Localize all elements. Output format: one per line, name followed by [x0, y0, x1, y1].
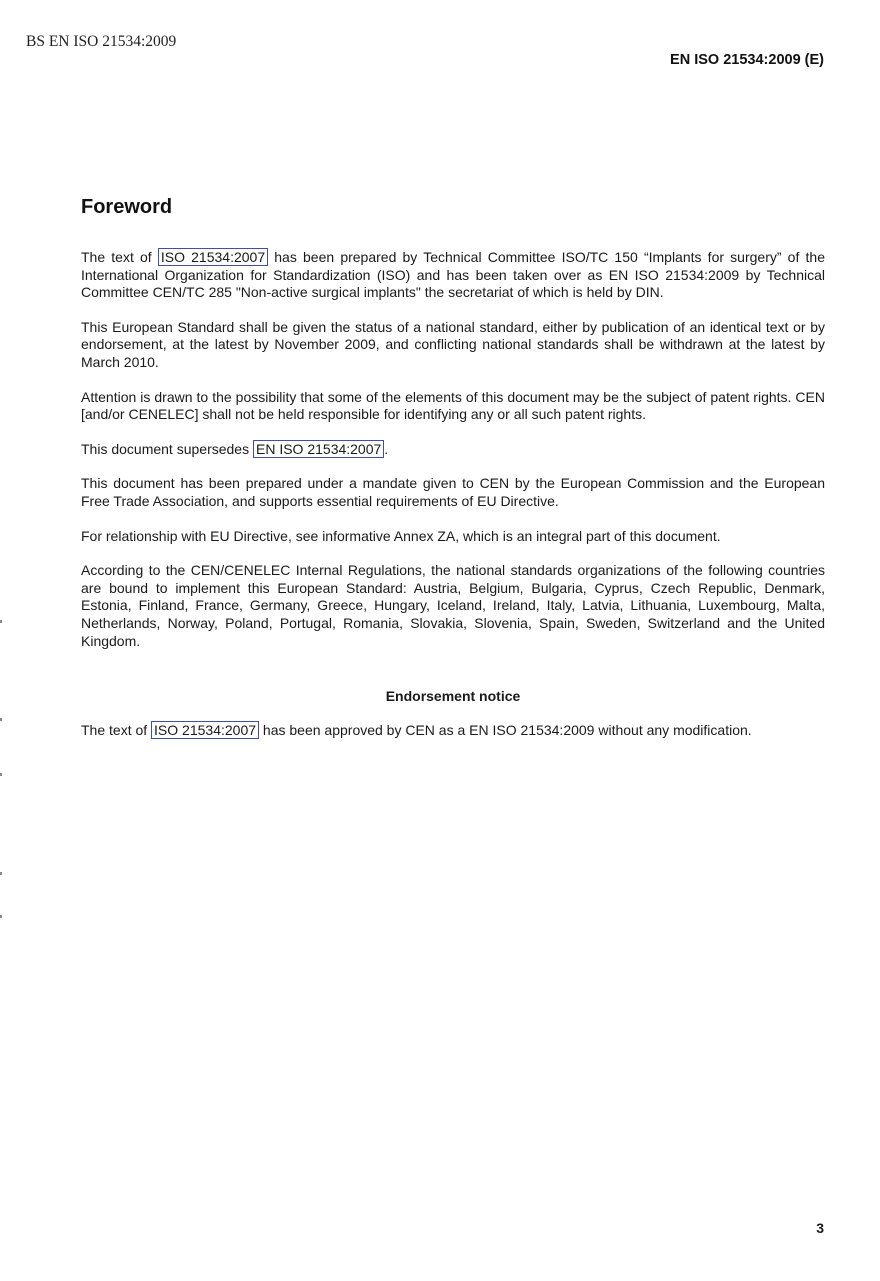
endorsement-paragraph: [81, 722, 825, 740]
scan-edge-mark: [0, 620, 2, 623]
en-iso-21534-2007-link[interactable]: EN ISO 21534:2007: [253, 440, 384, 458]
scan-edge-mark: [0, 915, 2, 918]
page-number: 3: [816, 1220, 824, 1236]
foreword-paragraph-1: [81, 249, 825, 302]
foreword-paragraph-7: According to the CEN/CENELEC Internal Regulations, the national standards organizations of the following countries are bound to implement this European Standard: Austria, Belgium, Bulgaria, Cyprus, Czech Republic, Denmark, Estonia, Finland, France, Germany, Greece, Hungary, Iceland, Ireland, Italy, Latvia, Lithuania, Luxembourg, Malta, Netherlands, Norway, Poland, Portugal, Romania, Slovakia, Slovenia, Spain, Sweden, Switzerland and the United Kingdom.: [81, 562, 825, 649]
foreword-paragraph-6: For relationship with EU Directive, see informative Annex ZA, which is an integral part of this document.: [81, 527, 721, 544]
foreword-paragraph-2: This European Standard shall be given the status of a national standard, either by publication of an identical text or by endorsement, at the latest by November 2009, and conflicting national standards shall be withdrawn at the latest by March 2010.: [81, 318, 825, 370]
foreword-paragraph-5: This document has been prepared under a mandate given to CEN by the European Commission and the European Free Trade Association, and supports essential requirements of EU Directive.: [81, 475, 825, 509]
scan-edge-mark: [0, 718, 2, 721]
iso-21534-2007-link[interactable]: ISO 21534:2007: [158, 248, 268, 266]
endorsement-iso-link[interactable]: ISO 21534:2007: [151, 721, 259, 739]
p4-text-pre: This document supersedes: [81, 440, 253, 457]
scan-edge-mark: [0, 872, 2, 875]
endorsement-text-pre: The text of: [81, 722, 152, 739]
scan-edge-mark: [0, 773, 2, 776]
foreword-section: [81, 196, 825, 757]
endorsement-notice-title: Endorsement notice: [385, 688, 521, 705]
bs-standard-code: BS EN ISO 21534:2009: [26, 33, 177, 50]
p1-text-post: has been prepared by Technical Committee ISO/TC 150 “Implants for surgery” of the International Organization for Standardization (ISO) and has been taken over as EN ISO 21534:2009 by Technical Committee CEN/TC 285 "Non-active surgical implants" the secretariat of which is held by DIN.: [81, 249, 825, 301]
foreword-paragraph-4: [81, 441, 825, 459]
p1-text-pre: The text of: [81, 249, 158, 265]
foreword-paragraph-3: Attention is drawn to the possibility that some of the elements of this document may be the subject of patent rights. CEN [and/or CENELEC] shall not be held responsible for identifying any or all such patent rights.: [81, 388, 825, 423]
en-standard-code: EN ISO 21534:2009 (E): [670, 52, 824, 68]
p4-text-post: .: [384, 440, 389, 457]
endorsement-text-post: has been approved by CEN as a EN ISO 21534:2009 without any modification.: [259, 722, 752, 739]
foreword-title: Foreword: [81, 196, 173, 218]
